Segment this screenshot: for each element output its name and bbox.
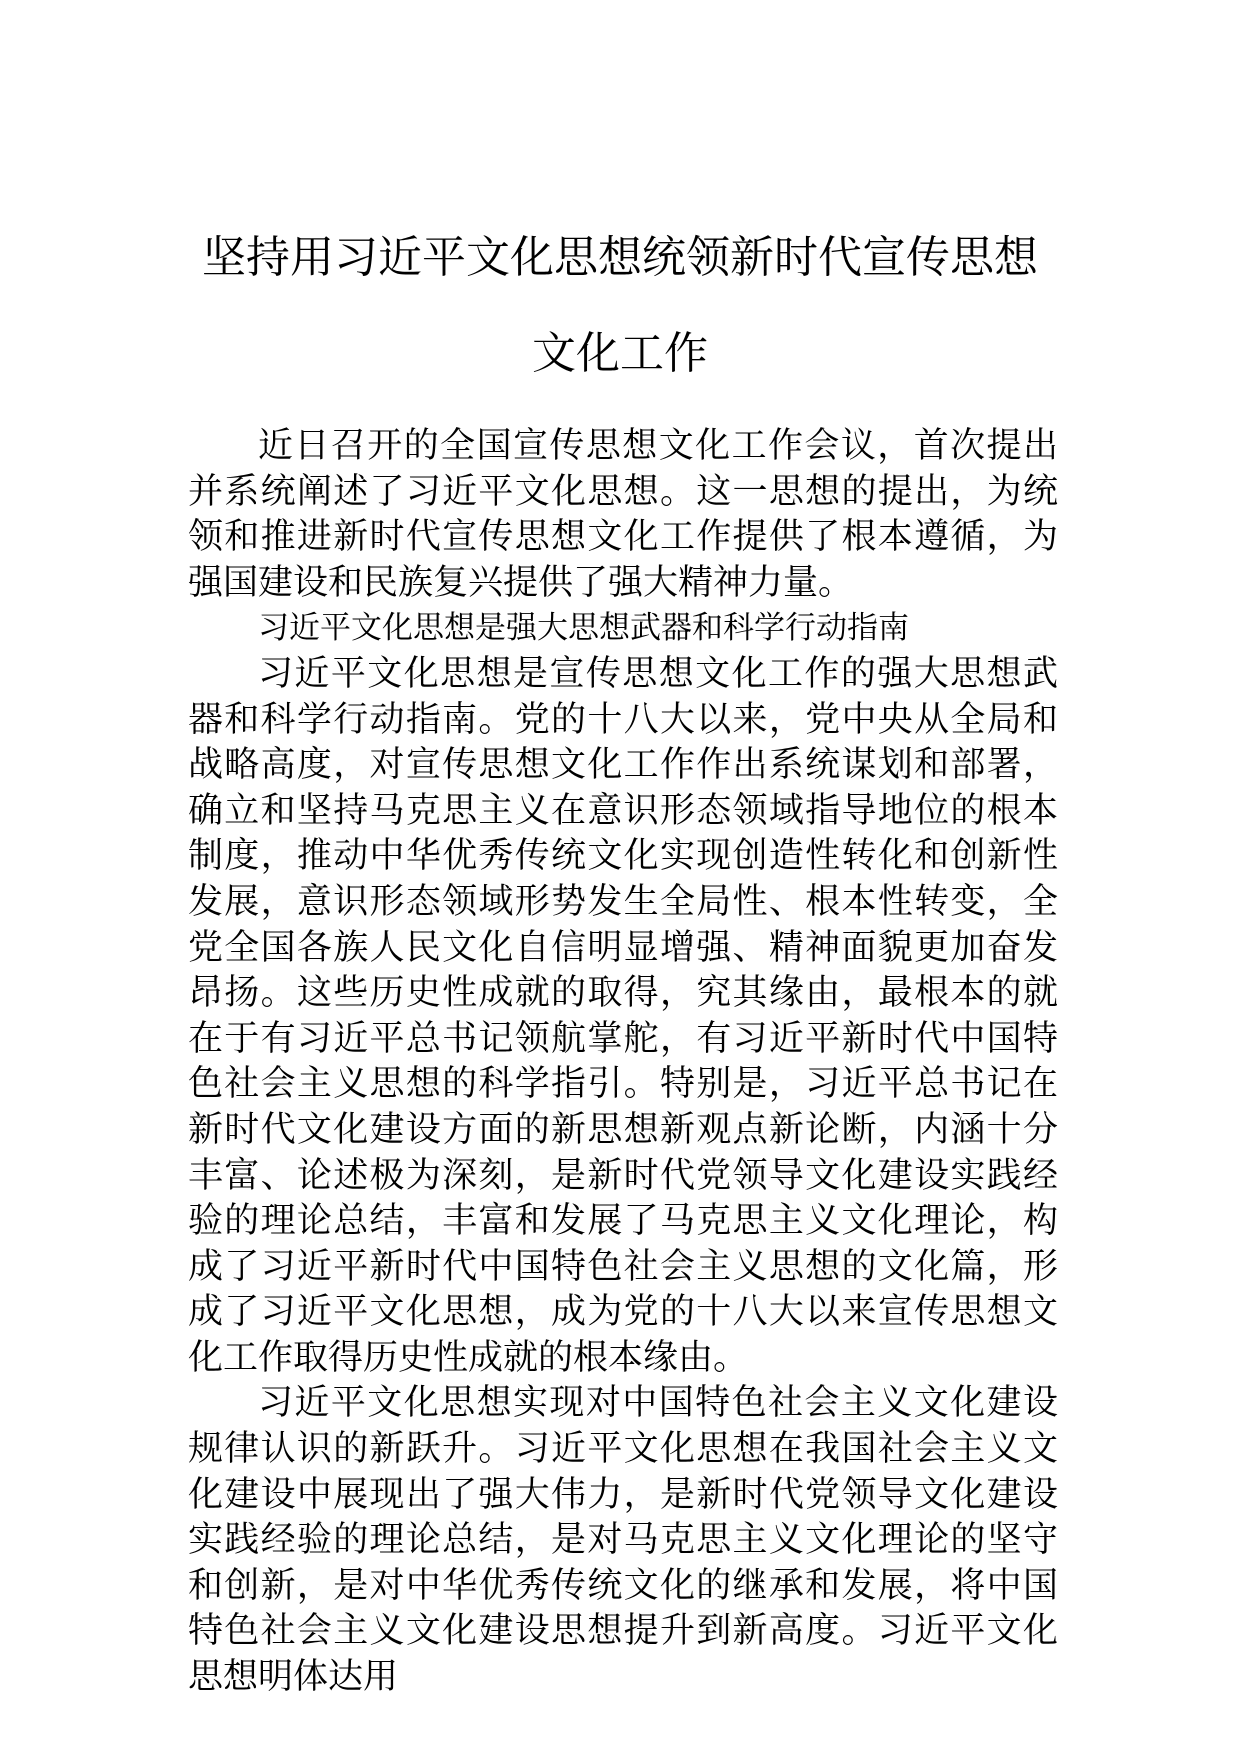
paragraph-achievements: 习近平文化思想是宣传思想文化工作的强大思想武器和科学行动指南。党的十八大以来，党中央从全局和战略高度，对宣传思想文化工作作出系统谋划和部署，确立和坚持马克思主义在意识形态领域指导地位的根本制度，推动中华优秀传统文化实现创造性转化和创新性发展，意识形态领域形势发生全局性、根本性转变，全党全国各族人民文化自信明显增强、精神面貌更加奋发昂扬。这些历史性成就的取得，究其缘由，最根本的就在于有习近平总书记领航掌舵，有习近平新时代中国特色社会主义思想的科学指引。特别是，习近平总书记在新时代文化建设方面的新思想新观点新论断，内涵十分丰富、论述极为深刻，是新时代党领导文化建设实践经验的理论总结，丰富和发展了马克思主义文化理论，构成了习近平新时代中国特色社会主义思想的文化篇，形成了习近平文化思想，成为党的十八大以来宣传思想文化工作取得历史性成就的根本缘由。: [188, 653, 1058, 1378]
document-title: 坚持用习近平文化思想统领新时代宣传思想文化工作: [202, 232, 1038, 379]
paragraph-intro: 近日召开的全国宣传思想文化工作会议，首次提出并系统阐述了习近平文化思想。这一思想的提出，为统领和推进新时代宣传思想文化工作提供了根本遵循，为强国建设和民族复兴提供了强大精神力量。: [188, 426, 1058, 603]
section-heading: 习近平文化思想是强大思想武器和科学行动指南: [258, 610, 909, 647]
paragraph-new-leap: 习近平文化思想实现对中国特色社会主义文化建设规律认识的新跃升。习近平文化思想在我国社会主义文化建设中展现出了强大伟力，是新时代党领导文化建设实践经验的理论总结，是对马克思主义文化理论的坚守和创新，是对中华优秀传统文化的继承和发展，将中国特色社会主义文化建设思想提升到新高度。习近平文化思想明体达用: [188, 1383, 1058, 1698]
document-body: [188, 424, 1058, 1701]
